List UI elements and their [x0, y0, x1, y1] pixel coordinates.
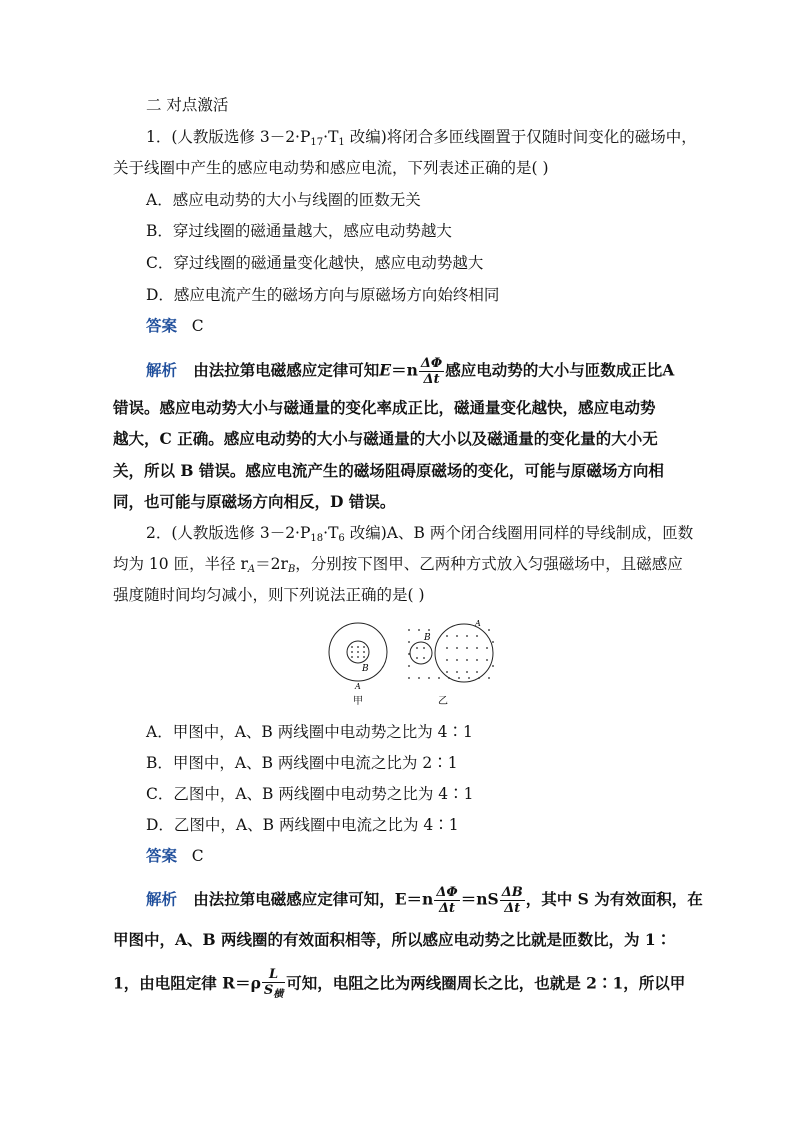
fraction-delta-b-delta-t: $\frac{\Delta B}{\Delta t}$ — [501, 885, 523, 916]
answer-label: 答案 — [146, 316, 178, 335]
q2-option-a: A．甲图中，A、B 两线圈中电动势之比为 4∶1 — [146, 723, 473, 741]
answer-value: C — [191, 317, 204, 335]
field-dots-yi — [408, 629, 494, 679]
q1-analysis-line5: 同，也可能与原磁场方向相反，D 错误。 — [113, 492, 396, 511]
q1-analysis-line3: 越大，C 正确。感应电动势的大小与磁通量的大小以及磁通量的变化量的大小无 — [113, 429, 658, 448]
q2-answer — [146, 846, 204, 866]
q2-stem-line3: 强度随时间均匀减小，则下列说法正确的是( ) — [113, 586, 425, 604]
q1-answer — [146, 316, 204, 336]
coil-b-yi — [410, 642, 432, 664]
q1-analysis-line2: 错误。感应电动势大小与磁通量的变化率成正比，磁通量变化越快，感应电动势 — [113, 398, 656, 417]
q2-stem-line2: 均为 10 匝，半径 $r_A=2r_B$，分别按下图甲、乙两种方式放入匀强磁场中，且磁感应 — [113, 555, 683, 575]
q1-option-d: D．感应电流产生的磁场方向与原磁场方向始终相同 — [146, 286, 500, 304]
fraction-delta-phi-delta-t: $\frac{\Delta\Phi}{\Delta t}$ — [436, 885, 458, 916]
coil-a-label-yi: A — [475, 619, 481, 628]
q2-option-d: D．乙图中，A、B 两线圈中电流之比为 4∶1 — [146, 816, 459, 834]
q2-analysis-line1: 解析 由法拉第电磁感应定律可知，E＝n $\frac{\Delta\Phi}{\Delta t}$ ＝nS $\frac{\Delta B}{\Delta t}$ ，其中 S 为有效面积，在 — [146, 885, 703, 916]
q1-analysis-line4: 关，所以 B 错误。感应电流产生的磁场阻碍原磁场的变化，可能与原磁场方向相 — [113, 461, 664, 480]
field-dots-jia — [351, 646, 365, 658]
fraction-delta-phi-delta-t: $\frac{\Delta\Phi}{\Delta t}$ — [420, 356, 443, 387]
q1-analysis-line1: 解析 由法拉第电磁感应定律可知E＝n $\frac{\Delta\Phi}{\Delta t}$ 感应电动势的大小与匝数成正比A — [146, 356, 675, 387]
analysis-label: 解析 — [146, 889, 178, 909]
figure-label-yi: 乙 — [438, 696, 448, 707]
q1-option-c: C．穿过线圈的磁通量变化越快，感应电动势越大 — [146, 254, 484, 272]
fraction-l-over-s: $\frac{L}{S_横}$ — [263, 967, 284, 1000]
coil-a-label-jia: A — [355, 682, 361, 691]
q2-analysis-line2: 甲图中，A、B 两线圈的有效面积相等，所以感应电动势之比就是匝数比，为 1∶ — [113, 930, 672, 949]
q1-stem-line2: 关于线圈中产生的感应电动势和感应电流，下列表述正确的是( ) — [113, 159, 549, 177]
q2-stem-line1: 2．(人教版选修 $3-2\cdot P_{18}\cdot T_6$ 改编)A、B 两个闭合线圈用同样的导线制成，匝数 — [146, 524, 694, 544]
q2-analysis-line3: 1，由电阻定律 R＝ρ $\frac{L}{S_横}$ 可知，电阻之比为两线圈周长之比，也就是 2∶1，所以甲 — [113, 967, 686, 1000]
q1-option-b: B．穿过线圈的磁通量越大，感应电动势越大 — [146, 222, 452, 240]
magnetic-field-figure — [325, 618, 500, 710]
coil-b-label-yi: B — [424, 633, 431, 643]
q2-option-b: B．甲图中，A、B 两线圈中电流之比为 2∶1 — [146, 754, 458, 772]
q1-option-a: A．感应电动势的大小与线圈的匝数无关 — [146, 191, 421, 209]
section-title: 二 对点激活 — [146, 96, 229, 114]
answer-label: 答案 — [146, 846, 178, 865]
q1-stem-line1: 1．(人教版选修 $3-2\cdot P_{17}\cdot T_1$ 改编)将闭合多匝线圈置于仅随时间变化的磁场中， — [146, 128, 697, 148]
answer-value: C — [191, 847, 204, 865]
q2-option-c: C．乙图中，A、B 两线圈中电动势之比为 4∶1 — [146, 785, 474, 803]
analysis-label: 解析 — [146, 360, 178, 380]
coil-b-label-jia: B — [362, 664, 369, 674]
figure-label-jia: 甲 — [353, 696, 363, 707]
coil-a-yi — [435, 624, 493, 682]
